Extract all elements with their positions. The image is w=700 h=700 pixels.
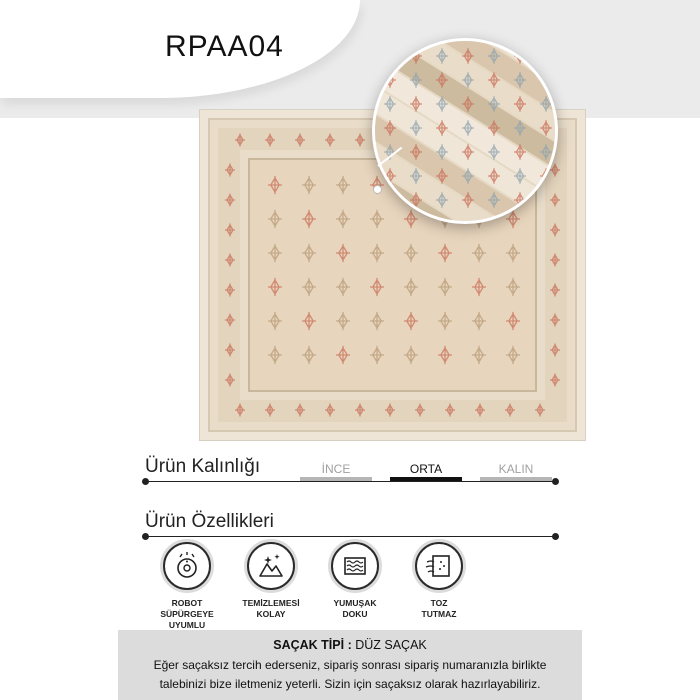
feature-dust-repellent bbox=[396, 542, 482, 620]
thickness-bar-orta bbox=[390, 477, 462, 481]
thickness-option-orta: ORTA bbox=[409, 462, 443, 476]
rug-motif bbox=[336, 312, 350, 330]
rug-motif bbox=[404, 210, 418, 228]
rug-motif bbox=[225, 194, 235, 207]
feature-label-line: SÜPÜRGEYE bbox=[160, 609, 214, 619]
feature-label-line: YUMUŞAK bbox=[333, 598, 377, 608]
fringe-info-box bbox=[118, 630, 582, 700]
rug-motif bbox=[268, 176, 282, 194]
rug-motif bbox=[302, 210, 316, 228]
rug-motif bbox=[355, 404, 365, 417]
rug-motif bbox=[535, 404, 545, 417]
fringe-type-label: SAÇAK TİPİ bbox=[273, 638, 345, 652]
divider-dot bbox=[552, 478, 559, 485]
rug-motif bbox=[268, 244, 282, 262]
easy-clean-icon bbox=[247, 542, 295, 590]
divider-dot bbox=[142, 533, 149, 540]
rug-motif bbox=[225, 164, 235, 177]
rug-motif bbox=[268, 312, 282, 330]
rug-motif bbox=[225, 344, 235, 357]
rug-motif bbox=[225, 254, 235, 267]
soft-texture-icon bbox=[331, 542, 379, 590]
rug-motif bbox=[302, 346, 316, 364]
rug-motif bbox=[336, 346, 350, 364]
feature-label-line: DOKU bbox=[342, 609, 368, 619]
fringe-note bbox=[118, 656, 582, 694]
thickness-title: Ürün Kalınlığı bbox=[145, 456, 261, 477]
rug-motif bbox=[225, 374, 235, 387]
rug-motif bbox=[438, 278, 452, 296]
rug-motif bbox=[505, 404, 515, 417]
rug-motif bbox=[550, 164, 560, 177]
rug-motif bbox=[370, 244, 384, 262]
rug-motif bbox=[550, 254, 560, 267]
rug-motif bbox=[438, 346, 452, 364]
zoom-pattern bbox=[375, 41, 555, 221]
dust-repellent-icon bbox=[415, 542, 463, 590]
rug-motif bbox=[475, 404, 485, 417]
features-divider bbox=[145, 536, 555, 537]
rug-detail-zoom bbox=[372, 38, 558, 224]
rug-motif bbox=[370, 312, 384, 330]
rug-motif bbox=[265, 404, 275, 417]
thickness-option-kalin: KALIN bbox=[498, 462, 534, 476]
rug-motif bbox=[550, 314, 560, 327]
rug-motif bbox=[550, 194, 560, 207]
rug-motif bbox=[325, 134, 335, 147]
zoom-pointer-dot bbox=[373, 185, 382, 194]
rug-motif bbox=[336, 278, 350, 296]
rug-motif bbox=[506, 346, 520, 364]
feature-label-line: TUTMAZ bbox=[421, 609, 457, 619]
rug-motif bbox=[370, 278, 384, 296]
rug-motif bbox=[506, 244, 520, 262]
rug-motif bbox=[265, 134, 275, 147]
fringe-separator: : bbox=[344, 638, 356, 652]
thickness-bar-ince bbox=[300, 477, 372, 481]
rug-motif bbox=[385, 404, 395, 417]
rug-motif bbox=[404, 278, 418, 296]
feature-robot-vacuum bbox=[144, 542, 230, 631]
rug-motif bbox=[415, 404, 425, 417]
rug-motif bbox=[404, 346, 418, 364]
feature-easy-clean bbox=[228, 542, 314, 620]
rug-motif bbox=[302, 278, 316, 296]
rug-motif bbox=[370, 210, 384, 228]
features-title: Ürün Özellikleri bbox=[145, 511, 274, 532]
fringe-type-line bbox=[118, 638, 582, 652]
rug-motif bbox=[472, 346, 486, 364]
rug-motif bbox=[438, 312, 452, 330]
rug-motif bbox=[295, 404, 305, 417]
rug-motif bbox=[472, 312, 486, 330]
rug-motif bbox=[268, 278, 282, 296]
rug-motif bbox=[404, 244, 418, 262]
fringe-type-value: DÜZ SAÇAK bbox=[355, 638, 427, 652]
feature-label-line: KOLAY bbox=[256, 609, 286, 619]
thickness-option-ince: İNCE bbox=[321, 462, 351, 476]
rug-motif bbox=[404, 312, 418, 330]
rug-motif bbox=[325, 404, 335, 417]
robot-vacuum-icon bbox=[163, 542, 211, 590]
divider-dot bbox=[142, 478, 149, 485]
rug-motif bbox=[336, 176, 350, 194]
rug-motif bbox=[268, 346, 282, 364]
rug-motif bbox=[355, 134, 365, 147]
rug-motif bbox=[550, 224, 560, 237]
rug-motif bbox=[225, 314, 235, 327]
rug-motif bbox=[438, 244, 452, 262]
rug-motif bbox=[506, 312, 520, 330]
rug-motif bbox=[302, 244, 316, 262]
rug-motif bbox=[295, 134, 305, 147]
rug-motif bbox=[445, 404, 455, 417]
feature-label-line: TOZ bbox=[430, 598, 448, 608]
rug-motif bbox=[302, 312, 316, 330]
rug-motif bbox=[472, 278, 486, 296]
rug-motif bbox=[336, 210, 350, 228]
rug-motif bbox=[506, 278, 520, 296]
product-code: RPAA04 bbox=[165, 30, 284, 63]
fringe-note-line: talebinizi bize iletmeniz yeterli. Sizin için saçaksız olarak hazırlayabiliriz. bbox=[159, 677, 541, 691]
rug-motif bbox=[225, 224, 235, 237]
rug-motif bbox=[268, 210, 282, 228]
feature-label-line: ROBOT bbox=[171, 598, 203, 608]
feature-label-line: TEMİZLEMESİ bbox=[242, 598, 300, 608]
rug-motif bbox=[225, 284, 235, 297]
rug-motif bbox=[550, 344, 560, 357]
rug-motif bbox=[550, 284, 560, 297]
rug-motif bbox=[550, 374, 560, 387]
fringe-note-line: Eğer saçaksız tercih ederseniz, sipariş sonrası sipariş numaranızla birlikte bbox=[153, 658, 547, 672]
thickness-bar-kalin bbox=[480, 477, 552, 481]
rug-motif bbox=[302, 176, 316, 194]
thickness-divider bbox=[145, 481, 555, 482]
divider-dot bbox=[552, 533, 559, 540]
rug-motif bbox=[370, 346, 384, 364]
rug-motif bbox=[235, 134, 245, 147]
feature-soft-texture bbox=[312, 542, 398, 620]
feature-label-line: UYUMLU bbox=[168, 620, 206, 630]
rug-motif bbox=[472, 244, 486, 262]
rug-motif bbox=[235, 404, 245, 417]
rug-motif bbox=[336, 244, 350, 262]
